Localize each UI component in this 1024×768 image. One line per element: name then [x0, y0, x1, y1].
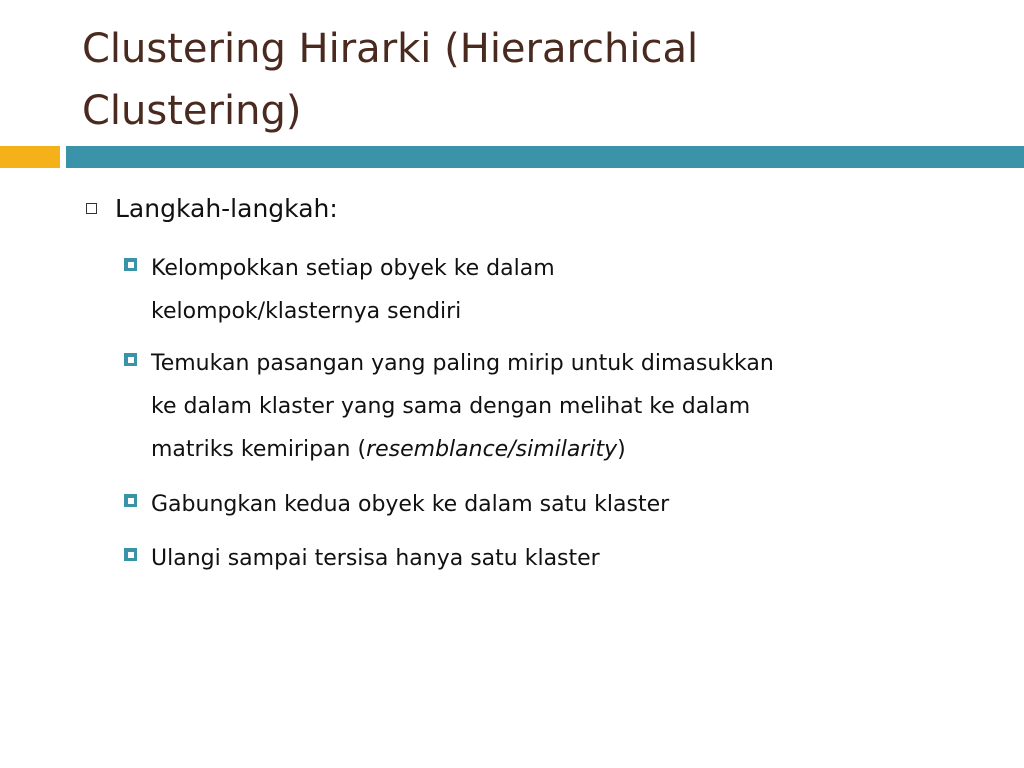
bullet-heading-text: Langkah-langkah:	[115, 194, 338, 223]
slide-title-line2: Clustering)	[82, 88, 302, 134]
step-item-4-line1: Ulangi sampai tersisa hanya satu klaster	[151, 546, 600, 571]
step-item-4	[124, 537, 984, 580]
bullet-heading	[86, 192, 338, 226]
step-item-1-text	[151, 247, 981, 333]
slide-title-line1: Clustering Hirarki (Hierarchical	[82, 26, 699, 72]
hollow-square-bullet-icon	[86, 203, 97, 214]
teal-square-bullet-icon	[124, 494, 137, 507]
step-item-2	[124, 342, 984, 471]
teal-square-bullet-icon	[124, 548, 137, 561]
step-item-2-line3-italic: resemblance/similarity	[366, 437, 618, 462]
step-item-3	[124, 483, 984, 526]
step-item-2-line3-suffix: )	[617, 437, 626, 462]
step-item-1	[124, 247, 984, 333]
step-item-2-text	[151, 342, 981, 471]
step-item-3-text	[151, 483, 981, 526]
accent-bar-orange	[0, 146, 60, 168]
teal-square-bullet-icon	[124, 258, 137, 271]
step-item-1-line2: kelompok/klasternya sendiri	[151, 299, 462, 324]
step-item-2-line1: Temukan pasangan yang paling mirip untuk dimasukkan	[151, 351, 774, 376]
slide-title	[82, 18, 982, 142]
teal-square-bullet-icon	[124, 353, 137, 366]
step-item-2-line3-prefix: matriks kemiripan (	[151, 437, 367, 462]
step-item-2-line2: ke dalam klaster yang sama dengan melihat ke dalam	[151, 394, 751, 419]
accent-bar-teal	[66, 146, 1024, 168]
step-item-4-text	[151, 537, 981, 580]
step-item-3-line1: Gabungkan kedua obyek ke dalam satu klaster	[151, 492, 670, 517]
step-item-1-line1: Kelompokkan setiap obyek ke dalam	[151, 256, 555, 281]
